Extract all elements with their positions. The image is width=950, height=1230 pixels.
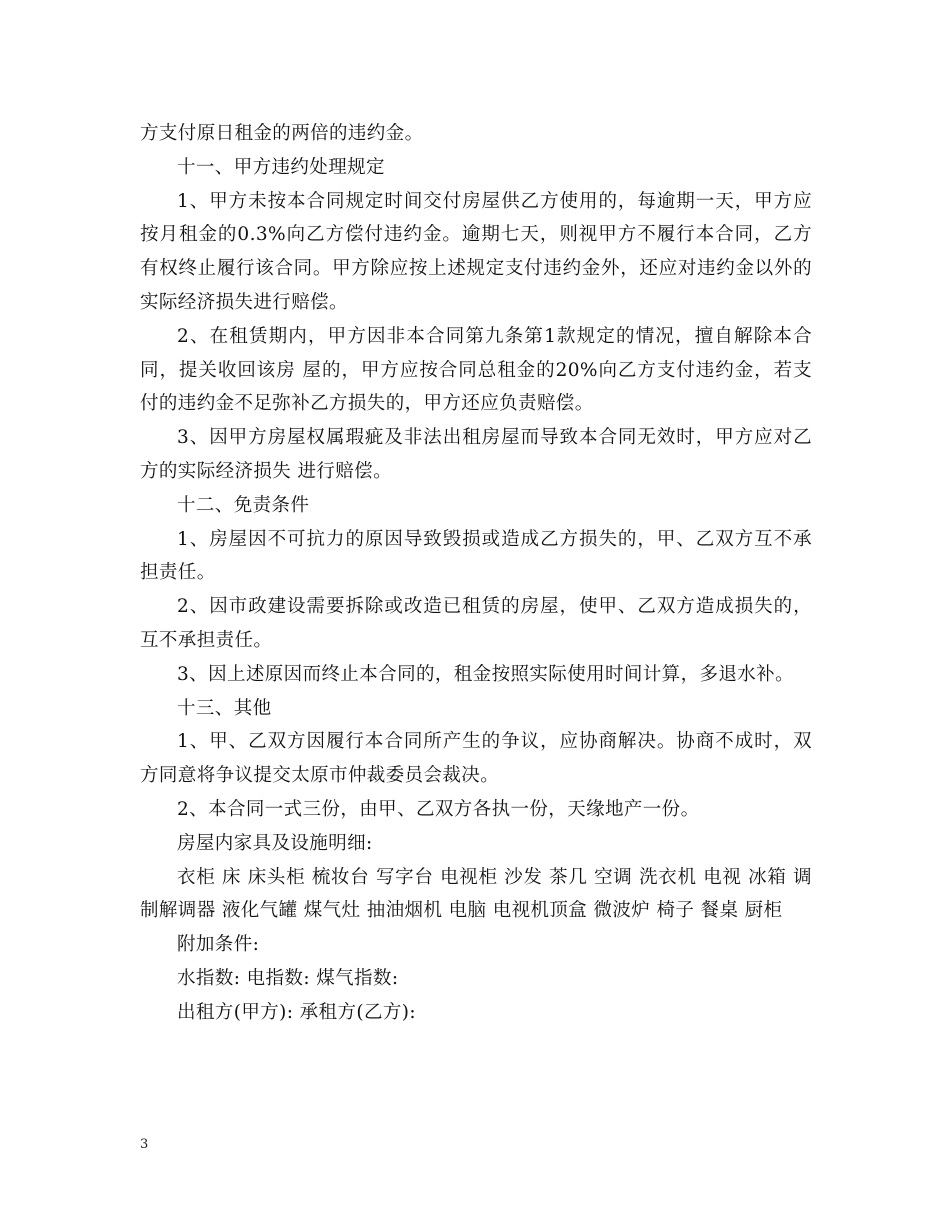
paragraph: 1、房屋因不可抗力的原因导致毁损或造成乙方损失的，甲、乙双方互不承担责任。 [140, 528, 812, 584]
meter-readings: 水指数: 电指数: 煤气指数: [177, 967, 399, 989]
furniture-list-heading: 房屋内家具及设施明细: [177, 832, 373, 854]
page-number: 3 [140, 1137, 149, 1152]
paragraph: 3、因上述原因而终止本合同的，租金按照实际使用时间计算，多退水补。 [177, 663, 794, 685]
additional-conditions-heading: 附加条件: [177, 934, 260, 956]
section-heading-12: 十二、免责条件 [177, 494, 310, 516]
paragraph: 2、因市政建设需要拆除或改造已租赁的房屋，使甲、乙双方造成损失的，互不承担责任。 [140, 596, 812, 651]
furniture-list: 衣柜 床 床头柜 梳妆台 写字台 电视柜 沙发 茶几 空调 洗衣机 电视 冰箱 调制解调器 液化气罐 煤气灶 抽油烟机 电脑 电视机顶盒 微波炉 椅子 餐桌 厨柜 [140, 866, 812, 922]
section-heading-13: 十三、其他 [177, 697, 272, 719]
paragraph: 1、甲方未按本合同规定时间交付房屋供乙方使用的，每逾期一天，甲方应按月租金的0.3%向乙方偿付违约金。逾期七天，则视甲方不履行本合同，乙方有权终止履行该合同。甲方除应按上述规定支付违约金外，还应对违约金以外的实际经济损失进行赔偿。 [140, 190, 812, 313]
document-body [140, 117, 812, 1030]
signature-parties: 出租方(甲方): 承租方(乙方): [177, 1001, 417, 1023]
paragraph: 2、在租赁期内，甲方因非本合同第九条第1款规定的情况，擅自解除本合同，提关收回该房 屋的，甲方应按合同总租金的20%向乙方支付违约金，若支付的违约金不足弥补乙方损失的，甲方还应负责赔偿。 [140, 325, 812, 415]
paragraph: 2、本合同一式三份，由甲、乙双方各执一份，天缘地产一份。 [177, 798, 700, 820]
section-heading-11: 十一、甲方违约处理规定 [177, 156, 385, 178]
paragraph: 1、甲、乙双方因履行本合同所产生的争议，应协商解决。协商不成时，双方同意将争议提交太原市仲裁委员会裁决。 [140, 731, 812, 787]
paragraph: 方支付原日租金的两倍的违约金。 [140, 123, 424, 144]
paragraph: 3、因甲方房屋权属瑕疵及非法出租房屋而导致本合同无效时，甲方应对乙方的实际经济损失 进行赔偿。 [140, 427, 812, 482]
